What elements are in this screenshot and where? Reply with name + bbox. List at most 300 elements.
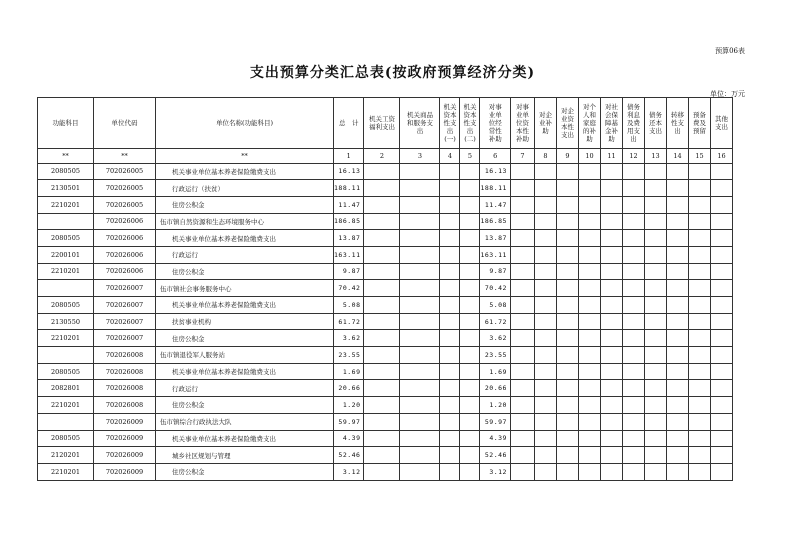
unit-name-cell: 城乡社区规划与管理 [156,447,334,464]
column-index: 14 [666,149,688,164]
unit-code-cell: 702026007 [94,313,156,330]
empty-cell [666,380,688,397]
total-cell: 163.11 [334,246,364,263]
empty-cell [440,463,460,480]
institution-subsidy-cell: 20.66 [480,380,510,397]
function-code-cell: 2130501 [38,180,94,197]
document-id: 预算06表 [715,47,745,55]
empty-cell [534,330,556,347]
empty-cell [400,313,440,330]
unit-code-cell: 702026006 [94,263,156,280]
unit-code-cell: 702026009 [94,463,156,480]
unit-code-cell: 702026005 [94,180,156,197]
empty-cell [460,163,480,180]
empty-cell [710,413,732,430]
empty-cell [710,163,732,180]
empty-cell [666,347,688,364]
empty-cell [666,196,688,213]
column-header [460,98,480,149]
empty-cell [400,430,440,447]
empty-cell [600,180,622,197]
unit-name-cell: 住房公积金 [156,397,334,414]
column-header-label: 其他支出 [714,114,728,131]
empty-cell [440,280,460,297]
empty-cell [600,230,622,247]
empty-cell [710,330,732,347]
empty-cell [622,463,644,480]
empty-cell [510,380,534,397]
column-header-label: 单位代码 [111,118,138,127]
table-row [38,430,733,447]
empty-cell [600,213,622,230]
empty-cell [440,380,460,397]
table-header-row [38,98,733,149]
empty-cell [534,430,556,447]
function-code-cell: 2080505 [38,163,94,180]
empty-cell [510,397,534,414]
function-code-cell: 2210201 [38,397,94,414]
table-row [38,230,733,247]
empty-cell [600,347,622,364]
table-row [38,363,733,380]
column-index: 16 [710,149,732,164]
column-index: 15 [688,149,710,164]
empty-cell [578,230,600,247]
empty-cell [364,313,400,330]
table-row [38,163,733,180]
empty-cell [400,263,440,280]
function-code-cell: 2120201 [38,447,94,464]
empty-cell [710,397,732,414]
total-cell: 1.69 [334,363,364,380]
column-header-label: 机关工资福利支出 [368,114,395,131]
table-row [38,280,733,297]
empty-cell [710,447,732,464]
column-header-label: 机关资本性支出(二) [463,102,477,144]
empty-cell [710,430,732,447]
unit-code-cell: 702026007 [94,297,156,314]
empty-cell [622,363,644,380]
empty-cell [460,196,480,213]
empty-cell [578,246,600,263]
table-row [38,313,733,330]
empty-cell [440,447,460,464]
empty-cell [622,163,644,180]
budget-table [37,97,733,481]
empty-cell [622,413,644,430]
unit-code-cell: 702026009 [94,430,156,447]
empty-cell [510,330,534,347]
column-index: 6 [480,149,510,164]
total-cell: 20.66 [334,380,364,397]
empty-cell [460,363,480,380]
empty-cell [534,163,556,180]
institution-subsidy-cell: 11.47 [480,196,510,213]
empty-cell [400,246,440,263]
empty-cell [622,297,644,314]
empty-cell [510,347,534,364]
empty-cell [460,447,480,464]
empty-cell [440,196,460,213]
empty-cell [460,330,480,347]
empty-cell [534,363,556,380]
empty-cell [644,430,666,447]
total-cell: 16.13 [334,163,364,180]
unit-code-cell: 702026008 [94,397,156,414]
empty-cell [556,180,578,197]
empty-cell [440,313,460,330]
empty-cell [644,196,666,213]
empty-cell [688,363,710,380]
empty-cell [688,330,710,347]
empty-cell [534,180,556,197]
empty-cell [600,397,622,414]
empty-cell [600,430,622,447]
empty-cell [578,280,600,297]
column-header-label: 总 计 [338,118,359,127]
empty-cell [556,313,578,330]
empty-cell [400,447,440,464]
empty-cell [460,180,480,197]
empty-cell [622,397,644,414]
column-index: 2 [364,149,400,164]
empty-cell [710,246,732,263]
unit-name-cell: 住房公积金 [156,463,334,480]
empty-cell [556,246,578,263]
empty-cell [688,297,710,314]
empty-cell [666,180,688,197]
empty-cell [710,230,732,247]
column-header [38,98,94,149]
empty-cell [666,413,688,430]
total-cell: 11.47 [334,196,364,213]
empty-cell [710,263,732,280]
unit-name-cell: 机关事业单位基本养老保险缴费支出 [156,363,334,380]
empty-cell [510,163,534,180]
empty-cell [440,347,460,364]
total-cell: 52.46 [334,447,364,464]
empty-cell [578,397,600,414]
empty-cell [578,180,600,197]
empty-cell [364,397,400,414]
empty-cell [364,347,400,364]
unit-name-cell: 扶贫事业机构 [156,313,334,330]
empty-cell [534,297,556,314]
table-row [38,347,733,364]
empty-cell [364,330,400,347]
empty-cell [534,313,556,330]
empty-cell [556,163,578,180]
unit-code-cell: 702026008 [94,363,156,380]
table-row [38,397,733,414]
empty-cell [622,347,644,364]
empty-cell [510,213,534,230]
empty-cell [556,297,578,314]
empty-cell [400,397,440,414]
empty-cell [400,347,440,364]
column-header-label: 对事业单位资本性补助 [515,102,529,144]
total-cell: 61.72 [334,313,364,330]
empty-cell [622,230,644,247]
table-row [38,413,733,430]
empty-cell [578,263,600,280]
empty-cell [460,297,480,314]
total-cell: 1.20 [334,397,364,414]
empty-cell [666,430,688,447]
empty-cell [534,213,556,230]
empty-cell [688,380,710,397]
unit-code-cell: 702026006 [94,230,156,247]
column-header [480,98,510,149]
empty-cell [622,196,644,213]
empty-cell [364,447,400,464]
empty-cell [534,380,556,397]
empty-cell [688,397,710,414]
empty-cell [460,430,480,447]
column-header [556,98,578,149]
total-cell: 70.42 [334,280,364,297]
empty-cell [644,213,666,230]
empty-cell [534,230,556,247]
column-index: 13 [644,149,666,164]
total-cell: 9.87 [334,263,364,280]
institution-subsidy-cell: 163.11 [480,246,510,263]
empty-cell [710,380,732,397]
empty-cell [534,447,556,464]
empty-cell [688,413,710,430]
empty-cell [666,397,688,414]
institution-subsidy-cell: 3.62 [480,330,510,347]
institution-subsidy-cell: 61.72 [480,313,510,330]
empty-cell [578,347,600,364]
table-row [38,263,733,280]
empty-cell [556,213,578,230]
empty-cell [666,330,688,347]
empty-cell [600,280,622,297]
empty-cell [578,297,600,314]
empty-cell [688,263,710,280]
unit-name-cell: 机关事业单位基本养老保险缴费支出 [156,430,334,447]
institution-subsidy-cell: 52.46 [480,447,510,464]
empty-cell [578,213,600,230]
column-index: 12 [622,149,644,164]
column-header-label: 债务利息及费用支出 [626,102,640,144]
empty-cell [666,263,688,280]
empty-cell [460,313,480,330]
empty-cell [688,180,710,197]
empty-cell [400,230,440,247]
empty-cell [688,163,710,180]
empty-cell [644,347,666,364]
function-code-cell: 2210201 [38,263,94,280]
empty-cell [600,163,622,180]
column-index: 10 [578,149,600,164]
empty-cell [364,280,400,297]
empty-cell [400,196,440,213]
column-index: ** [156,149,334,164]
empty-cell [622,380,644,397]
empty-cell [688,230,710,247]
institution-subsidy-cell: 4.39 [480,430,510,447]
empty-cell [644,313,666,330]
empty-cell [622,213,644,230]
column-header [622,98,644,149]
empty-cell [578,447,600,464]
column-header [510,98,534,149]
empty-cell [510,313,534,330]
empty-cell [688,213,710,230]
empty-cell [510,413,534,430]
empty-cell [688,280,710,297]
unit-name-cell: 住房公积金 [156,330,334,347]
total-cell: 4.39 [334,430,364,447]
column-index: 4 [440,149,460,164]
table-row [38,447,733,464]
empty-cell [688,430,710,447]
empty-cell [510,196,534,213]
empty-cell [644,163,666,180]
institution-subsidy-cell: 13.87 [480,230,510,247]
column-header-label: 预备费及预留 [692,110,706,136]
empty-cell [364,380,400,397]
table-row [38,246,733,263]
empty-cell [364,263,400,280]
function-code-cell: 2210201 [38,330,94,347]
column-header [644,98,666,149]
unit-name-cell: 机关事业单位基本养老保险缴费支出 [156,297,334,314]
empty-cell [364,163,400,180]
empty-cell [510,180,534,197]
empty-cell [440,397,460,414]
empty-cell [510,297,534,314]
empty-cell [440,297,460,314]
column-header [364,98,400,149]
unit-name-cell: 行政运行 [156,246,334,263]
empty-cell [556,380,578,397]
empty-cell [666,363,688,380]
empty-cell [644,380,666,397]
empty-cell [440,263,460,280]
column-header-label: 对个人和家庭的补助 [582,102,596,144]
column-index: 9 [556,149,578,164]
empty-cell [666,230,688,247]
institution-subsidy-cell: 188.11 [480,180,510,197]
empty-cell [460,397,480,414]
empty-cell [710,297,732,314]
empty-cell [666,313,688,330]
empty-cell [364,430,400,447]
institution-subsidy-cell: 23.55 [480,347,510,364]
empty-cell [556,413,578,430]
empty-cell [510,263,534,280]
empty-cell [440,230,460,247]
empty-cell [534,196,556,213]
column-header-label: 对事业单位经常性补助 [488,102,502,144]
empty-cell [578,163,600,180]
empty-cell [578,463,600,480]
total-cell: 5.08 [334,297,364,314]
empty-cell [440,430,460,447]
empty-cell [534,347,556,364]
empty-cell [578,330,600,347]
empty-cell [510,280,534,297]
empty-cell [710,363,732,380]
column-header [710,98,732,149]
empty-cell [364,413,400,430]
function-code-cell: 2130550 [38,313,94,330]
empty-cell [556,280,578,297]
function-code-cell [38,413,94,430]
empty-cell [364,196,400,213]
unit-code-cell: 702026006 [94,246,156,263]
empty-cell [644,463,666,480]
empty-cell [556,347,578,364]
empty-cell [400,180,440,197]
empty-cell [666,297,688,314]
empty-cell [666,246,688,263]
total-cell: 23.55 [334,347,364,364]
empty-cell [556,463,578,480]
function-code-cell: 2210201 [38,463,94,480]
empty-cell [400,363,440,380]
column-header [688,98,710,149]
empty-cell [622,280,644,297]
institution-subsidy-cell: 186.85 [480,213,510,230]
empty-cell [364,363,400,380]
empty-cell [644,246,666,263]
empty-cell [534,463,556,480]
empty-cell [644,397,666,414]
column-index: 11 [600,149,622,164]
table-row [38,463,733,480]
empty-cell [400,163,440,180]
empty-cell [578,430,600,447]
empty-cell [666,447,688,464]
empty-cell [666,463,688,480]
institution-subsidy-cell: 5.08 [480,297,510,314]
empty-cell [600,196,622,213]
institution-subsidy-cell: 59.97 [480,413,510,430]
institution-subsidy-cell: 9.87 [480,263,510,280]
empty-cell [666,163,688,180]
empty-cell [666,213,688,230]
column-header [94,98,156,149]
column-header-label: 债务还本支出 [648,110,662,136]
unit-name-cell: 机关事业单位基本养老保险缴费支出 [156,163,334,180]
unit-name-cell: 伍市镇综合行政执法大队 [156,413,334,430]
empty-cell [400,413,440,430]
empty-cell [578,380,600,397]
function-code-cell: 2080505 [38,363,94,380]
function-code-cell: 2080505 [38,297,94,314]
empty-cell [364,463,400,480]
unit-code-cell: 702026006 [94,213,156,230]
empty-cell [688,196,710,213]
empty-cell [600,263,622,280]
empty-cell [644,363,666,380]
empty-cell [556,230,578,247]
empty-cell [400,297,440,314]
table-row [38,297,733,314]
empty-cell [440,363,460,380]
empty-cell [460,213,480,230]
empty-cell [622,246,644,263]
empty-cell [364,297,400,314]
column-index: 7 [510,149,534,164]
page-title: 支出预算分类汇总表(按政府预算经济分类) [249,65,536,81]
empty-cell [510,230,534,247]
empty-cell [600,380,622,397]
